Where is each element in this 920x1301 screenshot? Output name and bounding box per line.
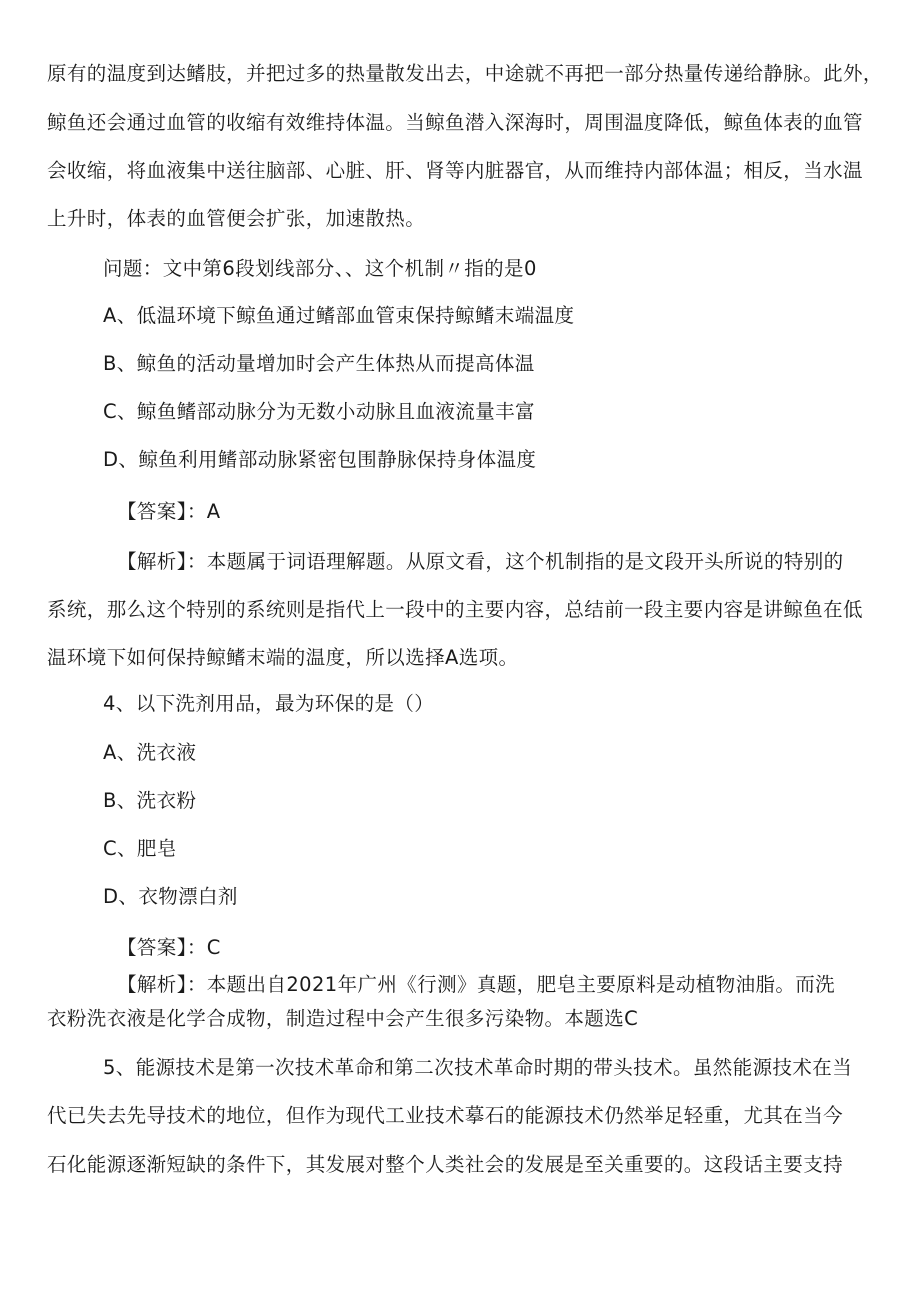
question-3-answer: 【答案】：A	[117, 500, 221, 523]
question-4-option-a: A、洗衣液	[103, 741, 197, 764]
question-3-analysis-line-3: 温环境下如何保持鲸鳍末端的温度，所以选择A选项。	[47, 646, 519, 669]
question-5-stem-line-1: 5、能源技术是第一次技术革命和第二次技术革命时期的带头技术。虽然能源技术在当	[103, 1056, 853, 1079]
question-5-stem-line-2: 代已失去先导技术的地位，但作为现代工业技术摹石的能源技术仍然举足轻重，尤其在当今	[47, 1104, 844, 1127]
question-4-analysis-line-2: 衣粉洗衣液是化学合成物，制造过程中会产生很多污染物。本题选C	[47, 1007, 639, 1030]
passage-line-3: 会收缩，将血液集中送往脑部、心脏、肝、肾等内脏器官，从而维持内部体温；相反，当水温	[47, 159, 863, 182]
question-4-option-c: C、肥皂	[103, 837, 177, 860]
question-3-option-d: D、鲸鱼利用鳍部动脉紧密包围静脉保持身体温度	[103, 448, 537, 471]
question-5-stem-line-3: 石化能源逐渐短缺的条件下，其发展对整个人类社会的发展是至关重要的。这段话主要支持	[47, 1153, 844, 1176]
question-4-answer: 【答案】：C	[117, 936, 221, 959]
question-3-analysis-line-2: 系统，那么这个特别的系统则是指代上一段中的主要内容，总结前一段主要内容是讲鲸鱼在低	[47, 598, 863, 621]
question-4-stem: 4、以下洗剂用品，最为环保的是（）	[103, 692, 435, 715]
question-3-option-a: A、低温环境下鲸鱼通过鳍部血管束保持鲸鳍末端温度	[103, 304, 575, 327]
question-3-analysis-line-1: 【解析】：本题属于词语理解题。从原文看，这个机制指的是文段开头所说的特别的	[117, 550, 844, 573]
passage-line-4: 上升时，体表的血管便会扩张，加速散热。	[47, 207, 426, 230]
question-3-option-c: C、鲸鱼鳍部动脉分为无数小动脉且血液流量丰富	[103, 400, 535, 423]
question-3-stem: 问题：文中第6段划线部分、、这个机制〃指的是0	[103, 257, 537, 280]
question-4-option-d: D、衣物漂白剂	[103, 885, 238, 908]
passage-line-2: 鲸鱼还会通过血管的收缩有效维持体温。当鲸鱼潜入深海时，周围温度降低，鲸鱼体表的血管	[47, 111, 863, 134]
question-4-analysis-line-1: 【解析】：本题出自2021年广州《行测》真题，肥皂主要原料是动植物油脂。而洗	[117, 973, 836, 996]
passage-line-1: 原有的温度到达鳍肢，并把过多的热量散发出去，中途就不再把一部分热量传递给静脉。此外，	[47, 62, 883, 85]
question-4-option-b: B、洗衣粉	[103, 789, 197, 812]
question-3-option-b: B、鲸鱼的活动量增加时会产生体热从而提高体温	[103, 352, 535, 375]
